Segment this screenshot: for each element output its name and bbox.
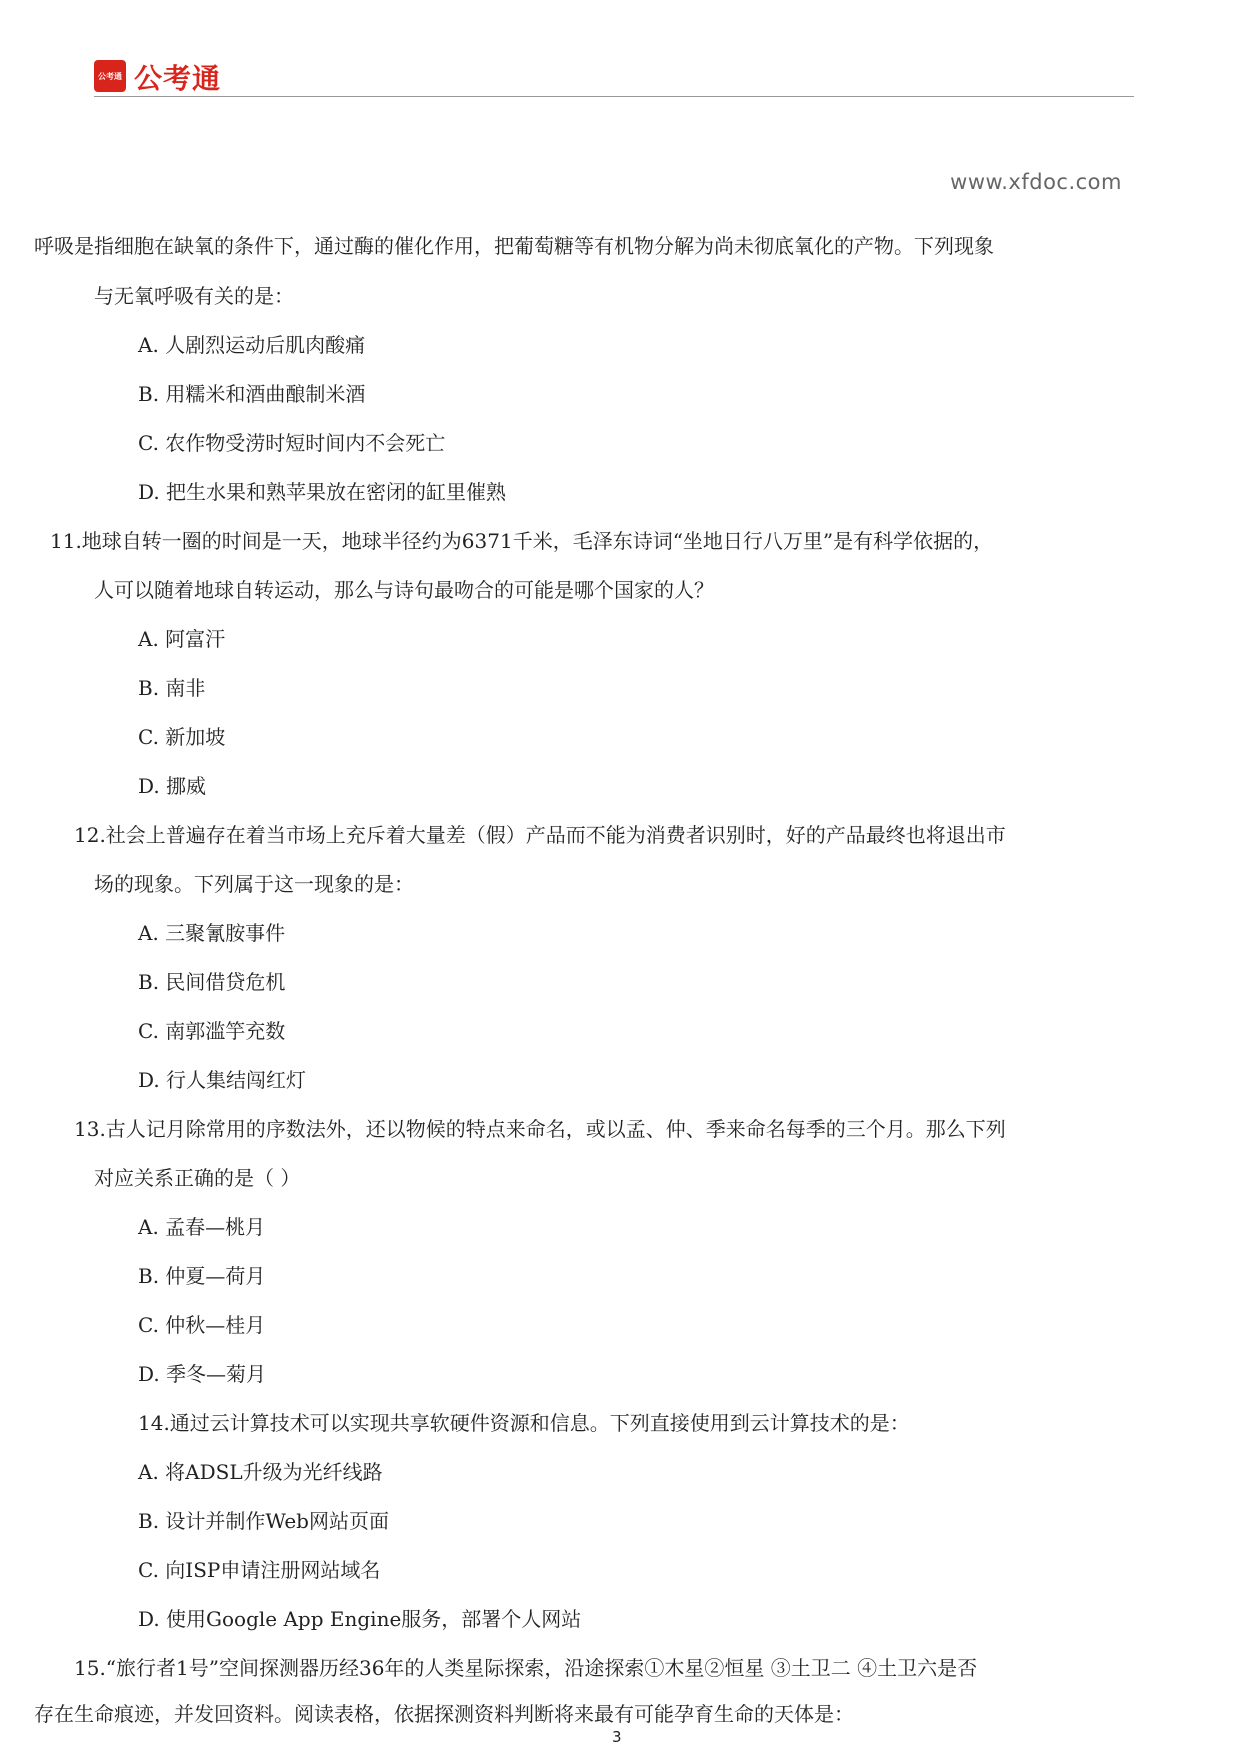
q12-option-a: A. 三聚氰胺事件 xyxy=(138,921,286,945)
q13-line1: 13.古人记月除常用的序数法外，还以物候的特点来命名，或以孟、仲、季来命名每季的三个月。那么下列 xyxy=(74,1117,1006,1141)
q13-line2: 对应关系正确的是（ ） xyxy=(94,1166,301,1190)
header-divider xyxy=(94,96,1134,97)
logo-text: 公考通 xyxy=(134,62,222,95)
q12-option-d: D. 行人集结闯红灯 xyxy=(138,1068,307,1092)
q11-option-d: D. 挪威 xyxy=(138,774,207,798)
q11-line2: 人可以随着地球自转运动，那么与诗句最吻合的可能是哪个国家的人？ xyxy=(94,578,714,602)
q15-line2: 存在生命痕迹，并发回资料。阅读表格，依据探测资料判断将来最有可能孕育生命的天体是： xyxy=(34,1702,854,1726)
q14-option-c: C. 向ISP申请注册网站域名 xyxy=(138,1558,381,1582)
q11-option-c: C. 新加坡 xyxy=(138,725,226,749)
q14-option-a: A. 将ADSL升级为光纤线路 xyxy=(138,1460,383,1484)
q10-option-a: A. 人剧烈运动后肌肉酸痛 xyxy=(138,333,366,357)
q12-option-c: C. 南郭滥竽充数 xyxy=(138,1019,286,1043)
q13-option-c: C. 仲秋—桂月 xyxy=(138,1313,266,1337)
q12-line1: 12.社会上普遍存在着当市场上充斥着大量差（假）产品而不能为消费者识别时，好的产品最终也将退出市 xyxy=(74,823,1006,847)
q14-option-b: B. 设计并制作Web网站页面 xyxy=(138,1509,389,1533)
q11-option-a: A. 阿富汗 xyxy=(138,627,226,651)
q11-line1: 11.地球自转一圈的时间是一天，地球半径约为6371千米，毛泽东诗词“坐地日行八万里”是有科学依据的， xyxy=(50,529,994,553)
q13-option-a: A. 孟春—桃月 xyxy=(138,1215,266,1239)
q14-option-d: D. 使用Google App Engine服务，部署个人网站 xyxy=(138,1607,582,1631)
logo-icon: 公考通 xyxy=(94,60,126,92)
site-url: www.xfdoc.com xyxy=(950,170,1122,194)
page-number: 3 xyxy=(612,1728,622,1746)
q15-line1: 15.“旅行者1号”空间探测器历经36年的人类星际探索，沿途探索①木星②恒星 ③土卫二 ④土卫六是否 xyxy=(74,1656,978,1680)
q12-line2: 场的现象。下列属于这一现象的是： xyxy=(94,872,414,896)
q13-option-d: D. 季冬—菊月 xyxy=(138,1362,267,1386)
q10-line2: 与无氧呼吸有关的是： xyxy=(94,284,294,308)
q10-option-d: D. 把生水果和熟苹果放在密闭的缸里催熟 xyxy=(138,480,507,504)
page-header xyxy=(94,56,1134,98)
q10-line1: 呼吸是指细胞在缺氧的条件下，通过酶的催化作用，把葡萄糖等有机物分解为尚未彻底氧化的产物。下列现象 xyxy=(34,234,994,258)
q10-option-b: B. 用糯米和酒曲酿制米酒 xyxy=(138,382,366,406)
q12-option-b: B. 民间借贷危机 xyxy=(138,970,286,994)
q10-option-c: C. 农作物受涝时短时间内不会死亡 xyxy=(138,431,446,455)
q14-line1: 14.通过云计算技术可以实现共享软硬件资源和信息。下列直接使用到云计算技术的是： xyxy=(138,1411,910,1435)
q11-option-b: B. 南非 xyxy=(138,676,206,700)
q13-option-b: B. 仲夏—荷月 xyxy=(138,1264,266,1288)
